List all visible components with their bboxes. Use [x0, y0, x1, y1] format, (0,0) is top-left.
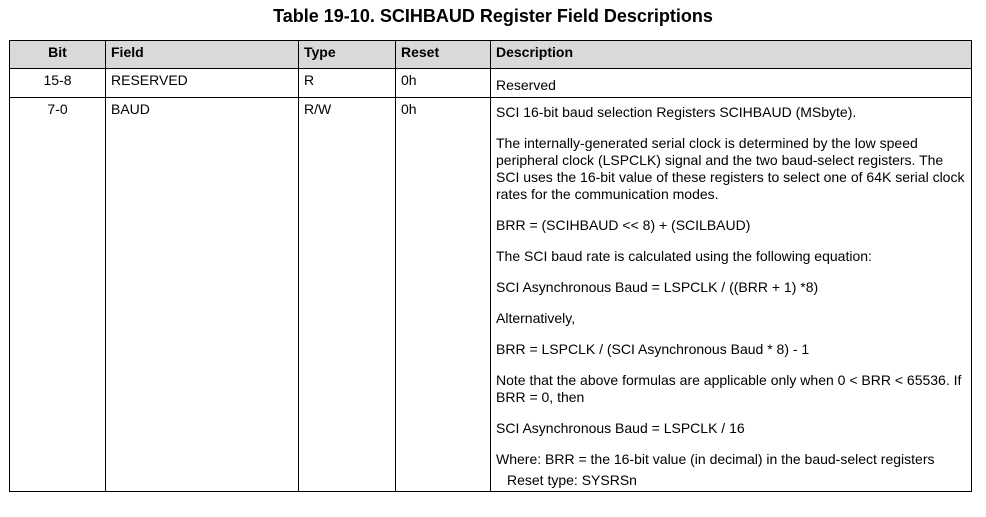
description-brr-formula: BRR = (SCIHBAUD << 8) + (SCILBAUD): [496, 217, 751, 233]
header-bit: Bit: [10, 41, 106, 69]
description-zero-case-formula: SCI Asynchronous Baud = LSPCLK / 16: [496, 420, 745, 436]
table-row-baud: [10, 98, 972, 492]
cell-bit: 15-8: [10, 69, 106, 98]
description-alternatively: Alternatively,: [496, 310, 576, 326]
description-equation-intro: The SCI baud rate is calculated using the following equation:: [496, 248, 872, 264]
description-brr-alt-formula: BRR = LSPCLK / (SCI Asynchronous Baud * 8) - 1: [496, 341, 810, 357]
register-field-table: [9, 40, 972, 492]
table-row-reserved: [10, 69, 972, 98]
header-type: Type: [299, 41, 396, 69]
cell-reset: 0h: [396, 69, 491, 98]
table-header-row: [10, 41, 972, 69]
header-reset: Reset: [396, 41, 491, 69]
description-where: Where: BRR = the 16-bit value (in decimal) in the baud-select registers: [496, 451, 935, 467]
cell-field: RESERVED: [106, 69, 299, 98]
header-description: Description: [491, 41, 972, 69]
description-note: Note that the above formulas are applicable only when 0 < BRR < 65536. If BRR = 0, then: [496, 372, 962, 405]
cell-type: R: [299, 69, 396, 98]
cell-type: R/W: [299, 98, 396, 492]
cell-description: [491, 98, 972, 492]
cell-reset: 0h: [396, 98, 491, 492]
cell-description: [491, 69, 972, 98]
description-text: Reserved: [496, 77, 556, 93]
description-baud-formula: SCI Asynchronous Baud = LSPCLK / ((BRR + 1) *8): [496, 279, 819, 295]
cell-bit: 7-0: [10, 98, 106, 492]
description-reset-type: Reset type: SYSRSn: [507, 472, 637, 488]
cell-field: BAUD: [106, 98, 299, 492]
header-field: Field: [106, 41, 299, 69]
description-summary: SCI 16-bit baud selection Registers SCIHBAUD (MSbyte).: [496, 104, 857, 120]
table-title: Table 19-10. SCIHBAUD Register Field Descriptions: [273, 6, 713, 26]
description-clock-text: The internally-generated serial clock is determined by the low speed peripheral clock (LSPCLK) signal and the two baud-select registers. The SCI uses the 16-bit value of these registers to select one of 64K serial clock rates for the communication modes.: [496, 135, 965, 202]
